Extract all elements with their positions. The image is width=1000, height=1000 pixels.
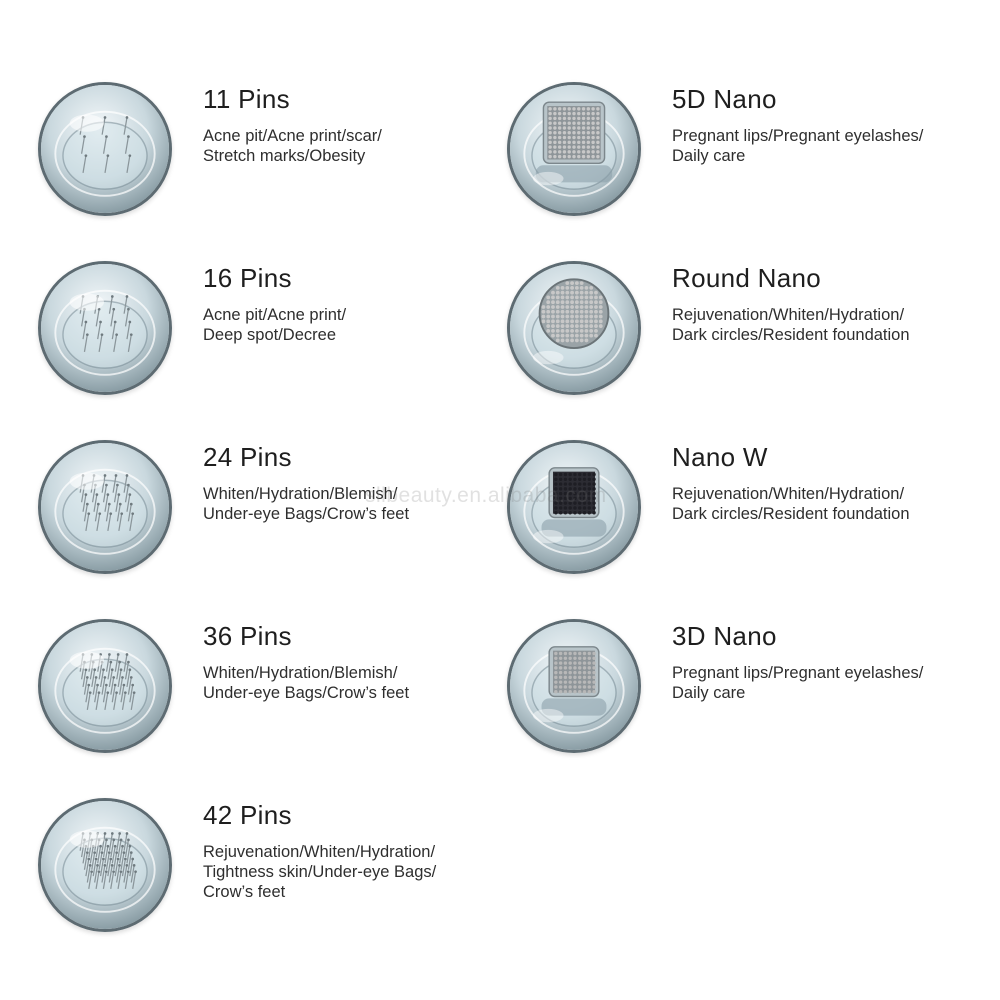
product-name: 3D Nano: [672, 621, 777, 651]
description-line: Daily care: [672, 147, 746, 165]
product-item: [38, 82, 508, 232]
product-name: 11 Pins: [203, 84, 290, 114]
cartridge-icon: [510, 622, 638, 750]
product-name: 24 Pins: [203, 442, 292, 472]
description-line: Rejuvenation/Whiten/Hydration/: [672, 306, 905, 324]
product-description: [672, 126, 982, 166]
product-name: Round Nano: [672, 263, 821, 293]
product-item: [38, 798, 508, 948]
product-description: [203, 126, 513, 166]
product-description: [672, 305, 982, 345]
tip-thumbnail-image: [38, 798, 172, 932]
description-line: Under-eye Bags/Crow’s feet: [203, 684, 410, 702]
description-line: Rejuvenation/Whiten/Hydration/: [672, 485, 905, 503]
product-name: 16 Pins: [203, 263, 292, 293]
tip-thumbnail-image: [38, 261, 172, 395]
description-line: Rejuvenation/Whiten/Hydration/: [203, 843, 436, 861]
description-line: Pregnant lips/Pregnant eyelashes/: [672, 664, 924, 682]
description-line: Pregnant lips/Pregnant eyelashes/: [672, 127, 924, 145]
cartridge-icon: [41, 443, 169, 571]
description-line: Whiten/Hydration/Blemish/: [203, 485, 398, 503]
product-description: [203, 842, 513, 902]
description-line: Dark circles/Resident foundation: [672, 326, 910, 344]
description-line: Under-eye Bags/Crow’s feet: [203, 505, 410, 523]
cartridge-icon: [41, 85, 169, 213]
product-name: 5D Nano: [672, 84, 777, 114]
description-line: Crow’s feet: [203, 883, 286, 901]
product-description: [672, 484, 982, 524]
description-line: Whiten/Hydration/Blemish/: [203, 664, 398, 682]
product-item: [38, 440, 508, 590]
tip-thumbnail-image: [507, 619, 641, 753]
cartridge-icon: [41, 622, 169, 750]
watermark: sllbeauty.en.alibaba.com: [365, 484, 607, 507]
description-line: Stretch marks/Obesity: [203, 147, 366, 165]
product-description: [203, 305, 513, 345]
product-item: [507, 82, 977, 232]
tip-thumbnail-image: [38, 440, 172, 574]
description-line: Dark circles/Resident foundation: [672, 505, 910, 523]
description-line: Deep spot/Decree: [203, 326, 336, 344]
description-line: Acne pit/Acne print/: [203, 306, 347, 324]
tip-thumbnail-image: [38, 82, 172, 216]
cartridge-icon: [510, 85, 638, 213]
cartridge-icon: [41, 801, 169, 929]
product-name: 42 Pins: [203, 800, 292, 830]
product-item: [38, 261, 508, 411]
description-line: Tightness skin/Under-eye Bags/: [203, 863, 437, 881]
product-item: [507, 440, 977, 590]
tip-thumbnail-image: [507, 82, 641, 216]
product-name: 36 Pins: [203, 621, 292, 651]
product-description: [672, 663, 982, 703]
cartridge-icon: [510, 264, 638, 392]
description-line: Daily care: [672, 684, 746, 702]
description-line: Acne pit/Acne print/scar/: [203, 127, 382, 145]
cartridge-icon: [41, 264, 169, 392]
product-item: [507, 261, 977, 411]
tip-thumbnail-image: [38, 619, 172, 753]
product-name: Nano W: [672, 442, 768, 472]
product-description: [203, 663, 513, 703]
tip-thumbnail-image: [507, 261, 641, 395]
product-item: [507, 619, 977, 769]
product-item: [38, 619, 508, 769]
